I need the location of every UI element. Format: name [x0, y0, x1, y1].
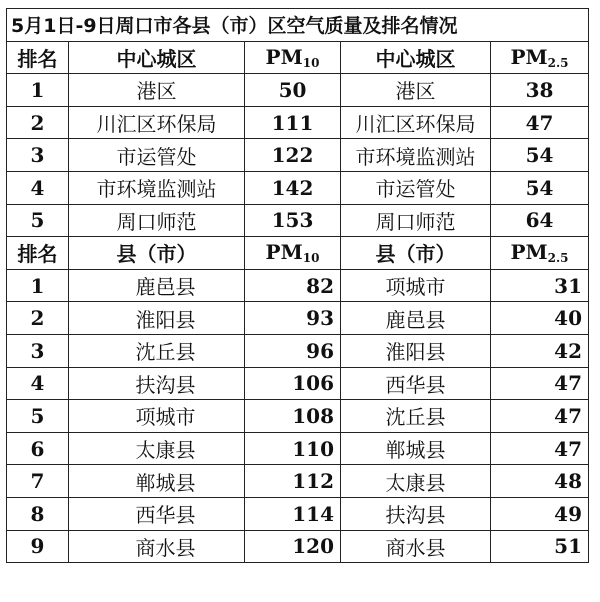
rank-cell: 2 — [7, 302, 69, 335]
pm25-station-cell: 港区 — [341, 74, 491, 107]
pm10-station-cell: 市环境监测站 — [69, 171, 245, 204]
title-row — [7, 9, 589, 42]
header-pm10: $PM_{10}$ — [245, 41, 341, 74]
pm10-station-cell: 项城市 — [69, 400, 245, 433]
pm10-value-cell: 120 — [245, 530, 341, 563]
rank-cell: 1 — [7, 269, 69, 302]
pm25-station-cell: 鹿邑县 — [341, 302, 491, 335]
pm10-station-cell: 周口师范 — [69, 204, 245, 237]
table-row — [7, 106, 589, 139]
rank-cell: 3 — [7, 334, 69, 367]
pm25-value-cell: 47 — [491, 106, 589, 139]
rank-cell: 4 — [7, 367, 69, 400]
pm10-station-cell: 川汇区环保局 — [69, 106, 245, 139]
pm25-value-cell: 54 — [491, 171, 589, 204]
pm10-station-cell: 扶沟县 — [69, 367, 245, 400]
rank-cell: 5 — [7, 400, 69, 433]
pm25-value-cell: 54 — [491, 139, 589, 172]
pm10-station-cell: 郸城县 — [69, 465, 245, 498]
air-quality-document — [6, 8, 588, 563]
pm10-station-cell: 沈丘县 — [69, 334, 245, 367]
pm25-value-cell: 47 — [491, 367, 589, 400]
table-row — [7, 432, 589, 465]
pm10-station-cell: 港区 — [69, 74, 245, 107]
header-area-pm10: 中心城区 — [69, 41, 245, 74]
pm25-value-cell: 38 — [491, 74, 589, 107]
pm10-station-cell: 商水县 — [69, 530, 245, 563]
rank-cell: 8 — [7, 497, 69, 530]
table-row — [7, 334, 589, 367]
pm25-station-cell: 淮阳县 — [341, 334, 491, 367]
pm10-value-cell: 106 — [245, 367, 341, 400]
pm25-value-cell: 40 — [491, 302, 589, 335]
header-pm10: $PM_{10}$ — [245, 237, 341, 270]
rank-cell: 1 — [7, 74, 69, 107]
pm25-station-cell: 市环境监测站 — [341, 139, 491, 172]
pm25-value-cell: 64 — [491, 204, 589, 237]
header-rank: 排名 — [7, 41, 69, 74]
pm10-station-cell: 淮阳县 — [69, 302, 245, 335]
pm25-station-cell: 扶沟县 — [341, 497, 491, 530]
pm10-value-cell: 96 — [245, 334, 341, 367]
table-row — [7, 171, 589, 204]
pm25-value-cell: 51 — [491, 530, 589, 563]
pm10-value-cell: 122 — [245, 139, 341, 172]
header-pm25: $PM_{2.5}$ — [491, 237, 589, 270]
pm10-value-cell: 82 — [245, 269, 341, 302]
pm25-value-cell: 48 — [491, 465, 589, 498]
air-quality-table — [6, 8, 589, 563]
pm10-value-cell: 111 — [245, 106, 341, 139]
header-county-pm25: 县（市） — [341, 237, 491, 270]
table-row — [7, 465, 589, 498]
pm10-value-cell: 108 — [245, 400, 341, 433]
rank-cell: 6 — [7, 432, 69, 465]
rank-cell: 2 — [7, 106, 69, 139]
pm25-station-cell: 西华县 — [341, 367, 491, 400]
header-county-pm10: 县（市） — [69, 237, 245, 270]
table-row — [7, 139, 589, 172]
pm25-value-cell: 49 — [491, 497, 589, 530]
pm25-value-cell: 47 — [491, 432, 589, 465]
pm10-value-cell: 50 — [245, 74, 341, 107]
table-title: 5月1日-9日周口市各县（市）区空气质量及排名情况 — [7, 9, 589, 42]
pm10-station-cell: 太康县 — [69, 432, 245, 465]
rank-cell: 7 — [7, 465, 69, 498]
table-row — [7, 400, 589, 433]
pm25-station-cell: 太康县 — [341, 465, 491, 498]
pm25-value-cell: 31 — [491, 269, 589, 302]
table-row — [7, 204, 589, 237]
pm10-value-cell: 110 — [245, 432, 341, 465]
pm10-station-cell: 鹿邑县 — [69, 269, 245, 302]
pm25-value-cell: 42 — [491, 334, 589, 367]
pm25-station-cell: 项城市 — [341, 269, 491, 302]
table-row — [7, 269, 589, 302]
pm10-station-cell: 西华县 — [69, 497, 245, 530]
rank-cell: 9 — [7, 530, 69, 563]
header-area-pm25: 中心城区 — [341, 41, 491, 74]
pm25-station-cell: 川汇区环保局 — [341, 106, 491, 139]
pm25-station-cell: 郸城县 — [341, 432, 491, 465]
county-header-row — [7, 237, 589, 270]
table-row — [7, 74, 589, 107]
pm25-station-cell: 市运管处 — [341, 171, 491, 204]
table-row — [7, 530, 589, 563]
pm10-value-cell: 112 — [245, 465, 341, 498]
rank-cell: 3 — [7, 139, 69, 172]
header-rank: 排名 — [7, 237, 69, 270]
pm25-station-cell: 商水县 — [341, 530, 491, 563]
pm10-station-cell: 市运管处 — [69, 139, 245, 172]
pm25-value-cell: 47 — [491, 400, 589, 433]
table-row — [7, 497, 589, 530]
pm10-value-cell: 142 — [245, 171, 341, 204]
pm10-value-cell: 153 — [245, 204, 341, 237]
pm10-value-cell: 114 — [245, 497, 341, 530]
table-row — [7, 367, 589, 400]
pm25-station-cell: 沈丘县 — [341, 400, 491, 433]
header-pm25: $PM_{2.5}$ — [491, 41, 589, 74]
table-row — [7, 302, 589, 335]
rank-cell: 5 — [7, 204, 69, 237]
pm25-station-cell: 周口师范 — [341, 204, 491, 237]
rank-cell: 4 — [7, 171, 69, 204]
pm10-value-cell: 93 — [245, 302, 341, 335]
urban-header-row — [7, 41, 589, 74]
